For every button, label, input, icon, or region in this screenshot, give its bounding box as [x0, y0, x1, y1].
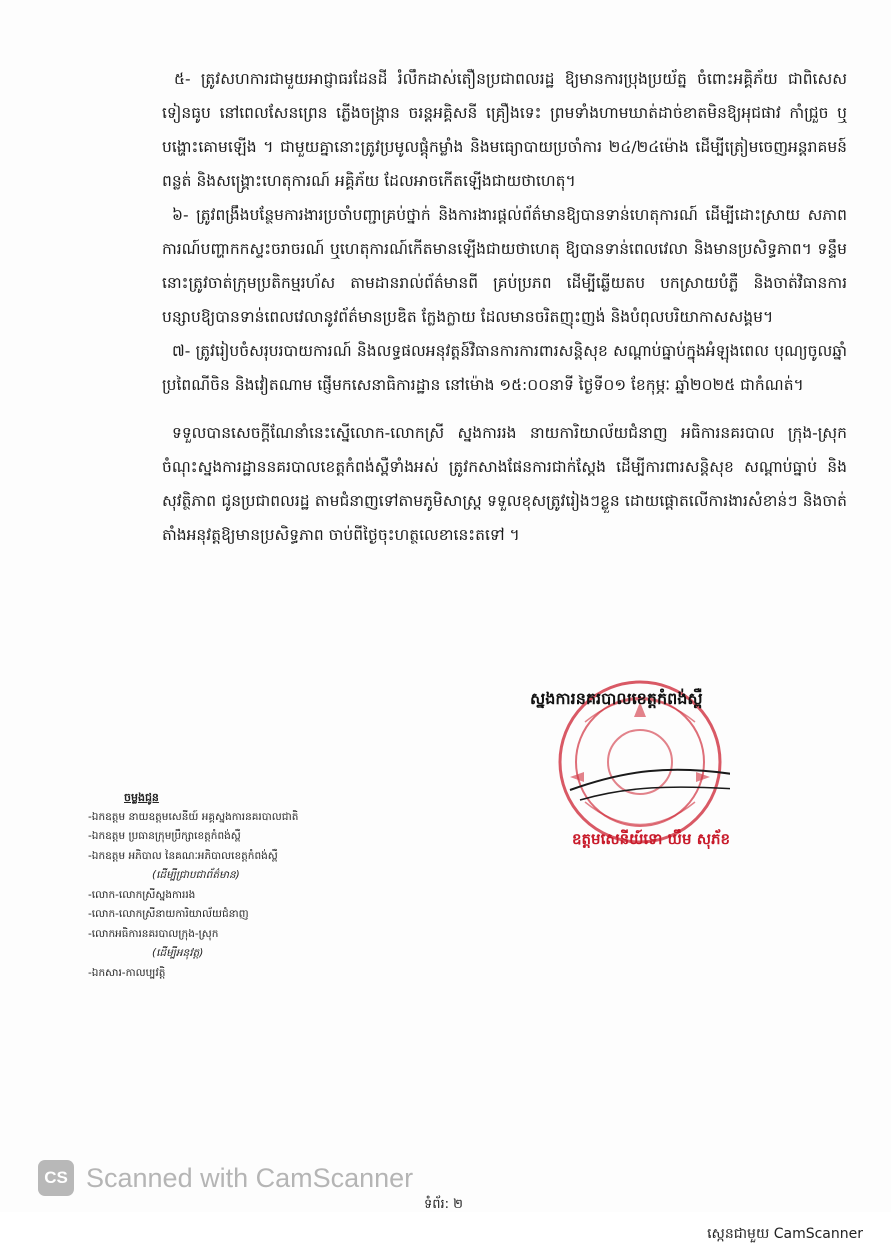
cc-item: -ឯកសារ-កាលប្បវត្តិ — [88, 966, 166, 979]
cc-note: (ដើម្បីជ្រាបជាព័ត៌មាន) — [152, 869, 240, 881]
signature-block — [520, 660, 850, 870]
cc-item: -ឯកឧត្តម ប្រធានក្រុមប្រឹក្សាខេត្តកំពង់ស្ពឺ — [88, 830, 241, 842]
cc-items — [88, 808, 368, 984]
cc-item: -ឯកឧត្តម នាយឧត្តមសេនីយ៍ អគ្គស្នងការនគរបាលជាតិ — [88, 810, 299, 823]
page-number: ទំព័រ: ២ — [424, 1197, 463, 1212]
cc-note: (ដើម្បីអនុវត្ត) — [152, 947, 204, 959]
paragraph-7: ៧- ត្រូវរៀបចំសរុបរបាយការណ៍ និងលទ្ធផលអនុវត្តន៍វិធានការការពារសន្តិសុខ សណ្តាប់ធ្នាប់ក្នុងអំឡុងពេល បុណ្យចូលឆ្នាំប្រពៃណីចិន និងវៀតណាម ផ្ញើមកសេនាធិការដ្ឋាន នៅម៉ោង ១៥:០០នាទី ថ្ងៃទី០១ ខែកុម្ភៈ ឆ្នាំ២០២៥ ជាកំណត់។ — [162, 342, 847, 394]
cc-list — [88, 788, 368, 983]
signer-title: ស្នងការនគរបាលខេត្តកំពង់ស្ពឺ — [530, 689, 703, 708]
camscanner-logo-icon: CS — [38, 1160, 74, 1196]
cc-item: -លោក-លោកស្រីស្នងការរង — [88, 888, 196, 901]
cc-item: -លោក-លោកស្រីនាយការិយាល័យជំនាញ — [88, 908, 249, 920]
footer-label: ស្កេនជាមួយ CamScanner — [707, 1226, 863, 1242]
watermark-text: Scanned with CamScanner — [86, 1162, 414, 1193]
cc-heading: ចម្លងជូន — [124, 791, 159, 804]
document-body — [162, 62, 847, 552]
closing-paragraph: ទទួលបានសេចក្តីណែនាំនេះស្នើលោក-លោកស្រី ស្នងការរង នាយការិយាល័យជំនាញ អធិការនគរបាល ក្រុង-ស្រុក ចំណុះស្នងការដ្ឋាននគរបាលខេត្តកំពង់ស្ពឺទាំងអស់ ត្រូវកសាងផែនការជាក់ស្តែង ដើម្បីការពារសន្តិសុខ សណ្តាប់ធ្នាប់ និងសុវត្ថិភាព ជូនប្រជាពលរដ្ឋ តាមជំនាញទៅតាមភូមិសាស្ត្រ ទទួលខុសត្រូវរៀងៗខ្លួន ដោយផ្តោតលើការងារសំខាន់ៗ និងចាត់តាំងអនុវត្តឱ្យមានប្រសិទ្ធភាព ចាប់ពីថ្ងៃចុះហត្ថលេខានេះតទៅ ។ — [162, 424, 847, 544]
camscanner-watermark — [38, 1158, 498, 1198]
signer-name: ឧត្តមសេនីយ៍ទោ ឃឹម សុភ័ខ — [572, 830, 731, 848]
paragraph-5: ៥- ត្រូវសហការជាមួយអាជ្ញាធរដែនដី រំលឹកដាស់តឿនប្រជាពលរដ្ឋ ឱ្យមានការប្រុងប្រយ័ត្ន ចំពោះអគ្គិភ័យ ជាពិសេស ទៀនធូប នៅពេលសែនព្រេន ភ្លើងចង្ក្រាន ចរន្តអគ្គិសនី គ្រឿងទេះ ព្រមទាំងហាមឃាត់ដាច់ខាតមិនឱ្យអុជផាវ កាំជ្រួច ឬបង្ហោះគោមឡើង ។ ជាមួយគ្នានោះត្រូវប្រមូលផ្តុំកម្លាំង និងមធ្យោបាយប្រចាំការ ២៤/២៤ម៉ោង ដើម្បីត្រៀមចេញអន្តរាគមន៍ ពន្លត់ និងសង្គ្រោះហេតុការណ៍ អគ្គិភ័យ ដែលអាចកើតឡើងជាយថាហេតុ។ — [162, 70, 847, 190]
paragraph-6: ៦- ត្រូវពង្រឹងបន្ថែមការងារប្រចាំបញ្ជាគ្រប់ថ្នាក់ និងការងារផ្តល់ព័ត៌មានឱ្យបានទាន់ហេតុការណ៍ ដើម្បីដោះស្រាយ សភាពការណ៍បញ្ហាកកស្ទះចរាចរណ៍ ឬហេតុការណ៍កើតមានឡើងជាយថាហេតុ ឱ្យបានទាន់ពេលវេលា និងមានប្រសិទ្ធភាព។ ទន្ទឹមនោះត្រូវចាត់ក្រុមប្រតិកម្មរហ័ស តាមដានរាល់ព័ត៌មានពី គ្រប់ប្រភព ដើម្បីឆ្លើយតប បកស្រាយបំភ្លឺ និងចាត់វិធានការ បន្សាបឱ្យបានទាន់ពេលវេលានូវព័ត៌មានប្រឌិត ក្លែងក្លាយ ដែលមានចរិតញុះញង់ និងបំពុលបរិយាកាសសង្គម។ — [162, 206, 847, 326]
cc-item: -ឯកឧត្តម អភិបាល នៃគណៈអភិបាលខេត្តកំពង់ស្ពឺ — [88, 849, 278, 862]
cc-item: -លោកអធិការនគរបាលក្រុង-ស្រុក — [88, 927, 219, 940]
